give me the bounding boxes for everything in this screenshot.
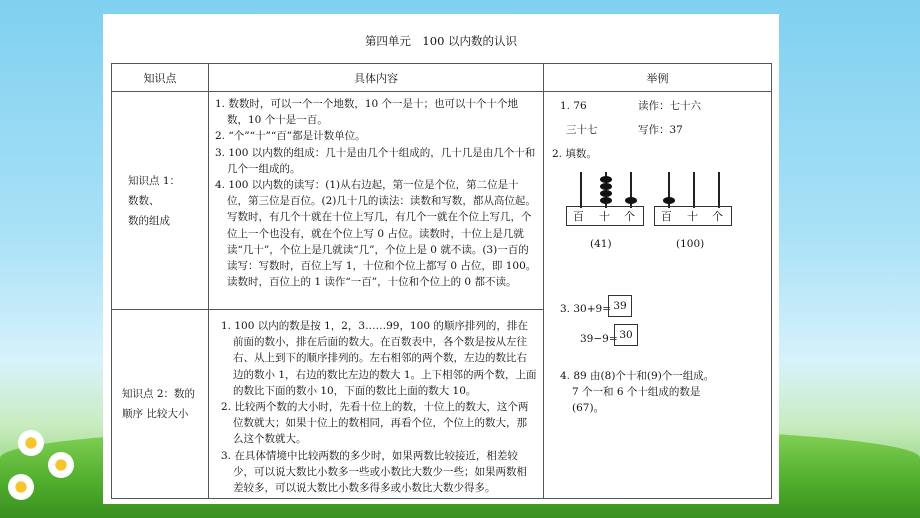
content-item: 1. 数数时，可以一个一个地数，10 个一是十；也可以十个十个地数，10 个十是一百。 xyxy=(215,98,519,127)
header-row xyxy=(112,64,772,92)
header-knowledge-point: 知识点 xyxy=(112,64,209,92)
table-row xyxy=(112,92,772,310)
example-cell: 1. 76 读作：七十六 三十七 写作：37 2. 填数。 百 十 个 (41) 百 十 个 (100) 3. 30+9= 39 39−9= 30 4. 89 由(8)个十和(9)个一组成。 7 个一和 6 个十组成的数是 (67)。 xyxy=(544,92,772,499)
knowledge-point-2: 知识点 2：数的 顺序 比较大小 xyxy=(112,310,209,499)
content-cell-2 xyxy=(209,310,544,499)
content-item: 2. “个”“十”“百”都是计数单位。 xyxy=(215,130,366,143)
document-page xyxy=(103,14,779,504)
content-cell-1 xyxy=(209,92,544,310)
knowledge-table xyxy=(111,63,772,499)
content-item: 4. 100 以内数的读写：(1)从右边起，第一位是个位，第二位是十位，第三位是百位。(2)几十几的读法：读数和写数，都从高位起。写数时，有几个十就在十位上写几，有几个一就在个位上写几，个位上一个也没有，就在个位上写 0 占位。读数时，十位上是几就读“几十”，个位上是几就读“几”，个位上是 0 就不读。(3)一百的读写：写数时，百位上写 1，十位和个位上都写 0 占位，即 100。读数时，百位上的 1 读作“一百”，十位和个位上的 0 都不读。 xyxy=(215,179,537,289)
content-item: 3. 在具体情境中比较两数的多少时，如果两数比较接近，相差较少，可以说大数比小数多一些或小数比大数少一些；如果两数相差较多，可以说大数比小数多得多或小数比大数少得多。 xyxy=(221,449,527,495)
content-item: 3. 100 以内数的组成：几十是由几个十组成的，几十几是由几个十和几个一组成的。 xyxy=(215,146,536,175)
content-item: 1. 100 以内的数是按 1，2，3……99，100 的顺序排列的，排在前面的数小，排在后面的数大。在百数表中，各个数是按从左往右、从上到下的顺序排列的。左右相邻的两个数，左边的数比右边的数小 1，右边的数比左边的数大 1。上下相邻的两个数，上面的数比下面的数小 10，下面的数比上面的数大 10。 xyxy=(221,320,537,397)
daisy-flower-icon xyxy=(18,430,44,456)
page-title: 第四单元 100 以内数的认识 xyxy=(364,34,518,48)
header-example: 举例 xyxy=(544,64,772,92)
knowledge-point-1: 知识点 1： 数数、 数的组成 xyxy=(112,92,209,310)
answer-box: 39 xyxy=(608,295,632,317)
header-content: 具体内容 xyxy=(209,64,544,92)
daisy-flower-icon xyxy=(48,452,74,478)
content-item: 2. 比较两个数的大小时，先看十位上的数，十位上的数大，这个两位数就大；如果十位上的数相同，再看个位，个位上的数大，那么这个数就大。 xyxy=(221,401,529,446)
answer-box: 30 xyxy=(614,324,638,346)
daisy-flower-icon xyxy=(8,474,34,500)
